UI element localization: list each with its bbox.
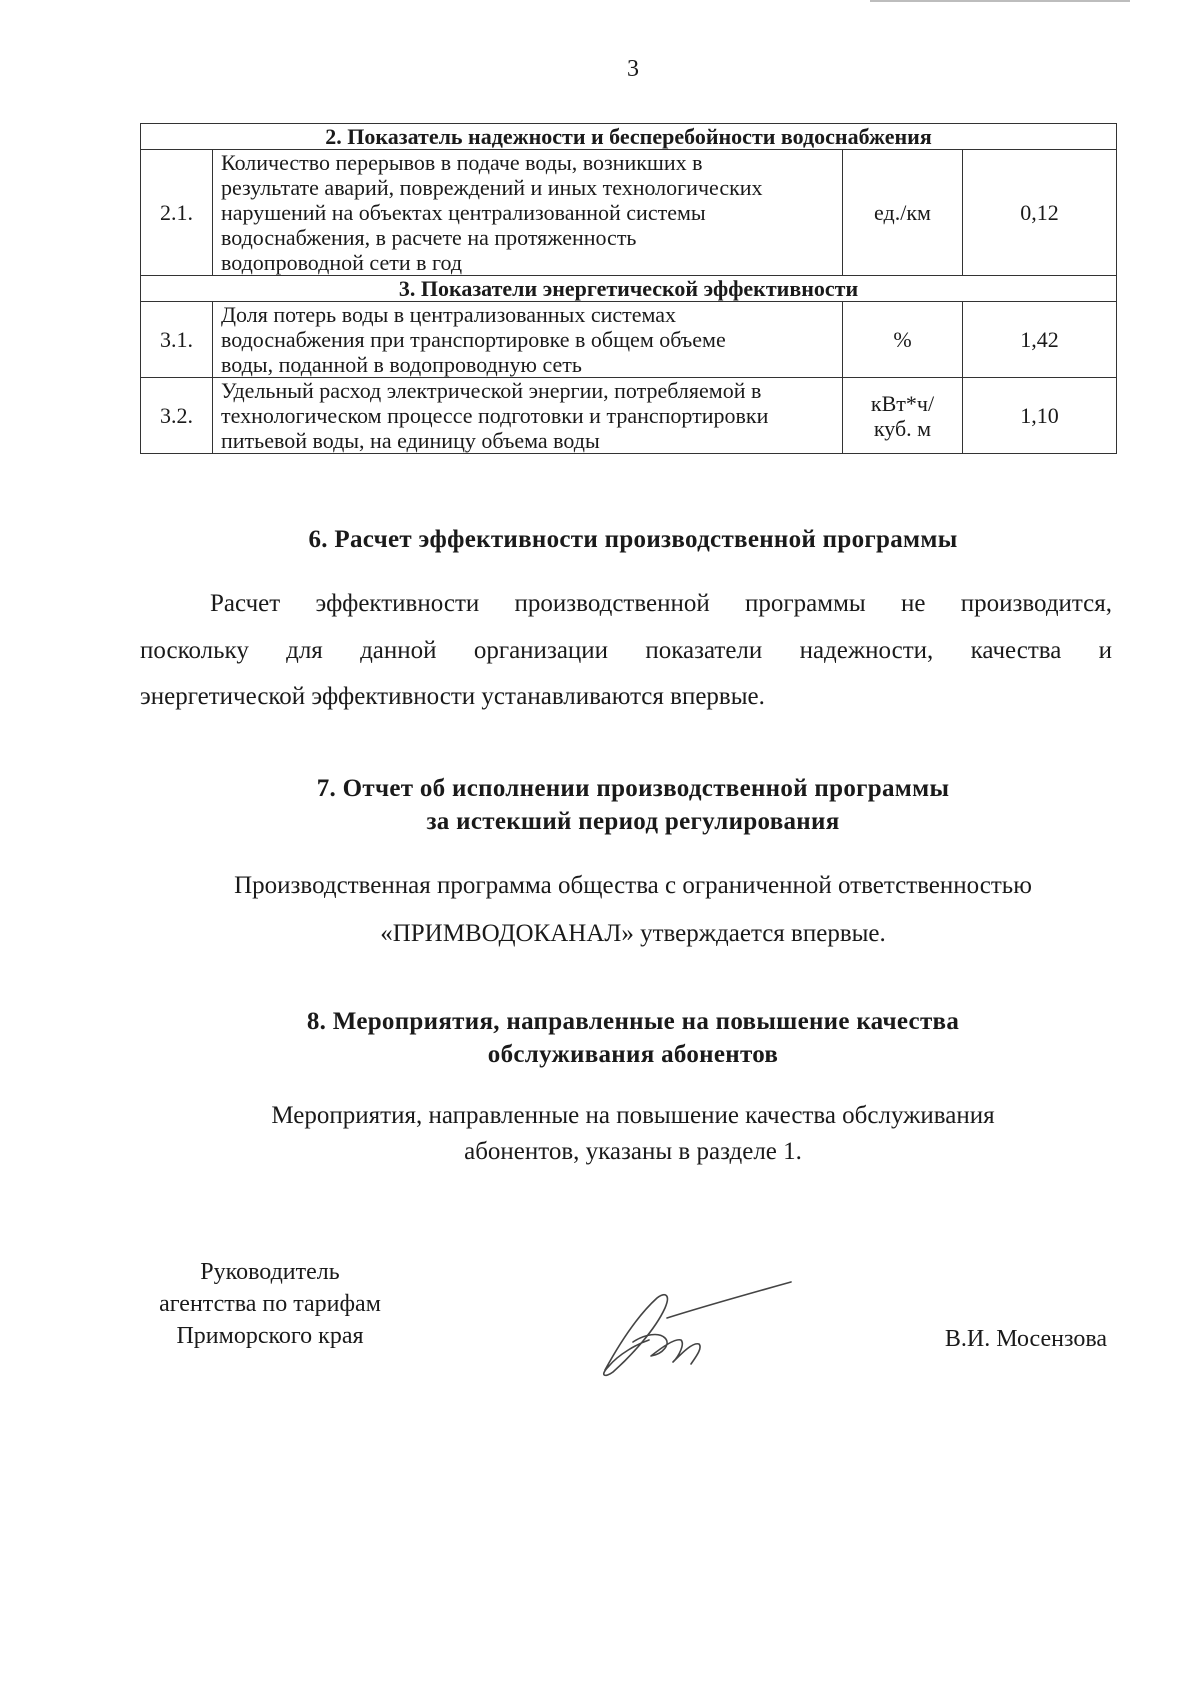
row-description <box>213 302 843 378</box>
page-number: 3 <box>627 56 639 82</box>
section7-heading-line1: 7. Отчет об исполнении производственной программы <box>316 775 950 802</box>
row-number: 3.2. <box>141 378 213 454</box>
signatory-title-line: Руководитель <box>200 1259 340 1285</box>
section7-line1: Производственная программа общества с ограниченной ответственностью <box>234 872 1032 899</box>
row-value: 0,12 <box>963 150 1117 276</box>
table-row <box>141 302 1117 378</box>
indicators-table <box>140 123 1117 454</box>
unit-line: кВт*ч/ <box>870 390 935 416</box>
section2-title: 2. Показатель надежности и бесперебойности водоснабжения <box>141 124 1117 150</box>
desc-line: Количество перерывов в подаче воды, возникших в <box>221 150 703 175</box>
section6-line1: Расчет эффективности производственной программы не производится, <box>210 590 1112 617</box>
desc-line: результате аварий, повреждений и иных технологических <box>221 175 763 200</box>
table-row <box>141 150 1117 276</box>
signatory-title-line: Приморского края <box>176 1323 364 1349</box>
desc-line: питьевой воды, на единицу объема воды <box>221 428 600 453</box>
row-description <box>213 378 843 454</box>
section8-line2: абонентов, указаны в разделе 1. <box>464 1138 802 1165</box>
desc-line: водоснабжения, в расчете на протяженность <box>221 225 637 250</box>
table-section-row <box>141 276 1117 302</box>
signatory-name: В.И. Мосензова <box>944 1326 1107 1352</box>
section6-heading: 6. Расчет эффективности производственной программы <box>308 526 958 553</box>
row-unit <box>843 378 963 454</box>
section3-title: 3. Показатели энергетической эффективности <box>141 276 1117 302</box>
desc-line: водоснабжения при транспортировке в общем объеме <box>221 327 726 352</box>
row-number: 3.1. <box>141 302 213 378</box>
section8-heading-line1: 8. Мероприятия, направленные на повышение качества <box>306 1008 960 1035</box>
row-value: 1,10 <box>963 378 1117 454</box>
row-number: 2.1. <box>141 150 213 276</box>
desc-line: водопроводной сети в год <box>221 250 463 275</box>
row-description <box>213 150 843 276</box>
row-unit: % <box>843 302 963 378</box>
unit-line: куб. м <box>873 415 932 441</box>
section6-line3: энергетической эффективности устанавливаются впервые. <box>140 683 765 710</box>
signatory-title <box>120 1256 420 1352</box>
desc-line: Доля потерь воды в централизованных системах <box>221 302 677 327</box>
section8-line1: Мероприятия, направленные на повышение качества обслуживания <box>271 1102 995 1129</box>
desc-line: Удельный расход электрической энергии, потребляемой в <box>221 378 762 403</box>
handwritten-signature <box>575 1278 795 1388</box>
section7-heading-line2: за истекший период регулирования <box>426 808 840 835</box>
section7-line2: «ПРИМВОДОКАНАЛ» утверждается впервые. <box>380 920 886 947</box>
scan-edge-line <box>870 0 1130 2</box>
desc-line: технологическом процессе подготовки и транспортировки <box>221 403 769 428</box>
table-row <box>141 378 1117 454</box>
desc-line: нарушений на объектах централизованной системы <box>221 200 706 225</box>
row-unit: ед./км <box>843 150 963 276</box>
row-value: 1,42 <box>963 302 1117 378</box>
table-section-row <box>141 124 1117 150</box>
section6-line2: поскольку для данной организации показатели надежности, качества и <box>140 637 1112 664</box>
signatory-title-line: агентства по тарифам <box>159 1291 381 1317</box>
desc-line: воды, поданной в водопроводную сеть <box>221 352 582 377</box>
section8-heading-line2: обслуживания абонентов <box>487 1041 779 1068</box>
